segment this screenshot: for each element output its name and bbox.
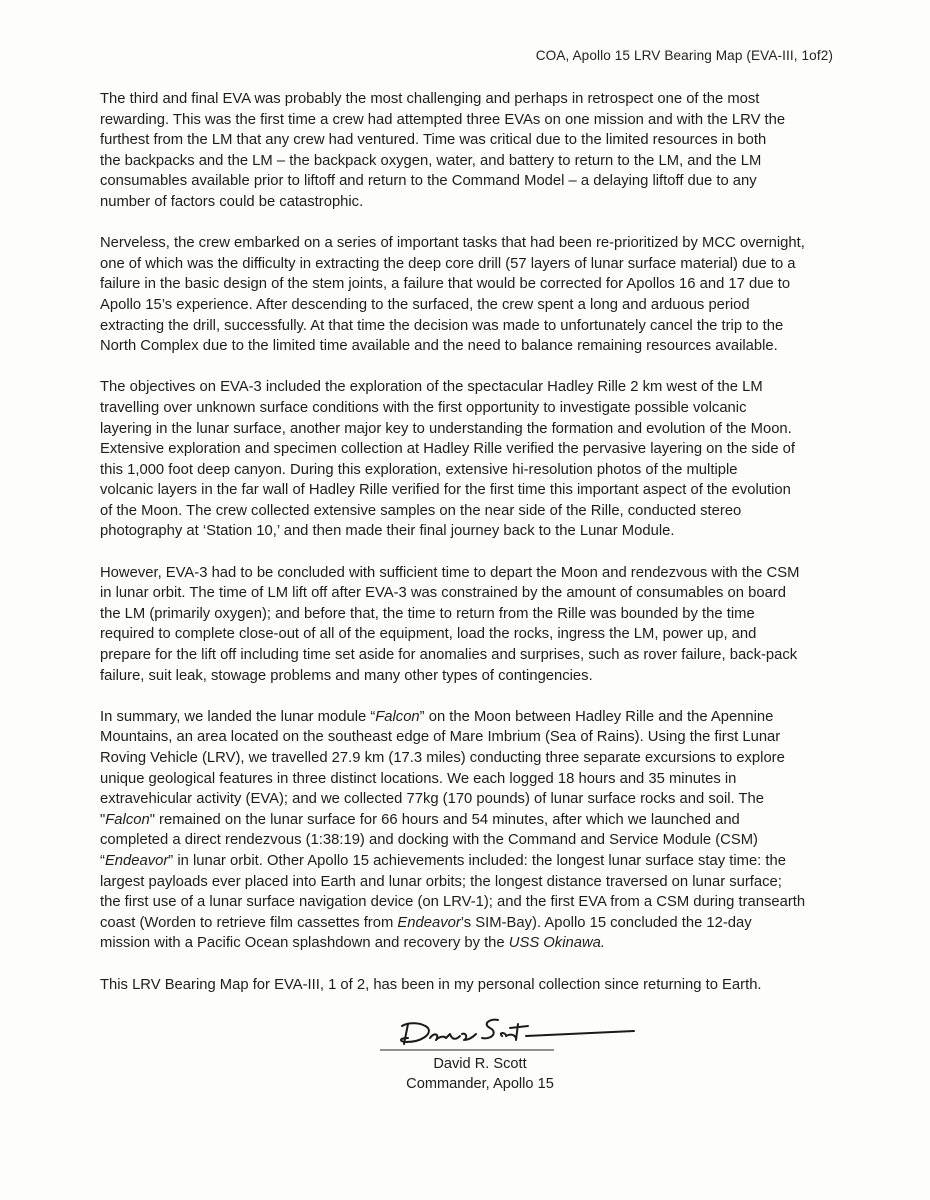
paragraph-hadley-rille: [100, 377, 840, 542]
text-line: largest payloads ever placed into Earth and lunar orbits; the longest distance traversed on lunar surface;: [100, 873, 782, 890]
paragraph-summary: [100, 707, 840, 954]
text-line: mission with a Pacific Ocean splashdown and recovery by the USS Okinawa.: [100, 935, 605, 952]
text-line: volcanic layers in the far wall of Hadley Rille verified for the first time this important aspect of the evolution: [100, 482, 791, 499]
text-line: of the Moon. The crew collected extensive samples on the near side of the Rille, conducted stereo: [100, 502, 742, 519]
text-line: “Endeavor” in lunar orbit. Other Apollo 15 achievements included: the longest lunar surface stay time: the: [100, 852, 786, 869]
text-line: Mountains, an area located on the southeast edge of Mare Imbrium (Sea of Rains). Using the first Lunar: [100, 729, 781, 746]
text-line: number of factors could be catastrophic.: [100, 193, 364, 210]
text-line: prepare for the lift off including time set aside for anomalies and surprises, such as rover failure, back-pack: [100, 647, 798, 664]
text-line: the LM (primarily oxygen); and before that, the time to return from the Rille was bounded by the time: [100, 605, 755, 622]
text-line: extravehicular activity (EVA); and we collected 77kg (170 pounds) of lunar surface rocks and soil. The: [100, 791, 765, 808]
text-line: completed a direct rendezvous (1:38:19) and docking with the Command and Service Module (CSM): [100, 832, 758, 849]
text-line: coast (Worden to retrieve film cassettes from Endeavor’s SIM-Bay). Apollo 15 concluded the 12-day: [100, 914, 752, 931]
handwritten-signature: [378, 1010, 638, 1054]
text-line: travelling over unknown surface conditions with the first opportunity to investigate possible volcanic: [100, 399, 747, 416]
signatory-name: David R. Scott: [433, 1056, 527, 1072]
text-line: the backpacks and the LM – the backpack oxygen, water, and battery to return to the LM, and the LM: [100, 152, 762, 169]
text-line: The third and final EVA was probably the most challenging and perhaps in retrospect one of the most: [100, 91, 760, 107]
text-line: one of which was the difficulty in extracting the deep core drill (57 layers of lunar surface material) due to a: [100, 255, 796, 272]
text-line: rewarding. This was the first time a crew had attempted three EVAs on one mission and with the LRV the: [100, 111, 786, 128]
paragraph-third-eva: [100, 89, 840, 213]
paragraph-lift-off: [100, 563, 840, 687]
text-line: in lunar orbit. The time of LM lift off after EVA-3 was constrained by the amount of consumables on board: [100, 585, 786, 602]
text-line: Nerveless, the crew embarked on a series of important tasks that had been re-prioritized by MCC overnight,: [100, 235, 805, 252]
text-line: layering in the lunar surface, another major key to understanding the formation and evolution of the Moon.: [100, 420, 792, 437]
text-line: unique geological features in three distinct locations. We each logged 18 hours and 35 minutes in: [100, 770, 737, 787]
paragraph-core-drill: [100, 233, 840, 357]
text-line: required to complete close-out of all of the equipment, load the rocks, ingress the LM, power up, and: [100, 626, 757, 643]
text-line: this 1,000 foot deep canyon. During this exploration, extensive hi-resolution photos of the multiple: [100, 461, 738, 478]
text-line: This LRV Bearing Map for EVA-III, 1 of 2, has been in my personal collection since returning to Earth.: [100, 976, 762, 993]
text-line: the first use of a lunar surface navigation device (on LRV-1); and the first EVA from a CSM during transearth: [100, 894, 806, 911]
text-line: In summary, we landed the lunar module “Falcon” on the Moon between Hadley Rille and the Apennine: [100, 708, 774, 725]
text-line: "Falcon" remained on the lunar surface for 66 hours and 54 minutes, after which we launched and: [100, 811, 740, 828]
paragraph-collection: [100, 975, 840, 996]
signatory-title: Commander, Apollo 15: [406, 1076, 554, 1092]
text-line: furthest from the LM that any crew had ventured. Time was critical due to the limited resources in both: [100, 132, 767, 149]
text-line: consumables available prior to liftoff and return to the Command Model – a delaying liftoff due to any: [100, 173, 757, 190]
text-line: photography at ‘Station 10,’ and then made their final journey back to the Lunar Module.: [100, 523, 675, 540]
text-line: Roving Vehicle (LRV), we travelled 27.9 km (17.3 miles) conducting three separate excursions to explore: [100, 750, 785, 766]
signature-block: [378, 1010, 638, 1110]
document-header: COA, Apollo 15 LRV Bearing Map (EVA-III, 1of2): [535, 48, 833, 63]
text-line: North Complex due to the limited time available and the need to balance remaining resources available.: [100, 338, 778, 355]
document-body: [100, 89, 840, 1016]
text-line: Apollo 15’s experience. After descending to the surfaced, the crew spent a long and arduous period: [100, 296, 750, 313]
text-line: Extensive exploration and specimen collection at Hadley Rille verified the pervasive layering on the side of: [100, 441, 796, 458]
text-line: failure in the basic design of the stem joints, a failure that would be corrected for Apollos 16 and 17 due to: [100, 276, 791, 293]
text-line: failure, suit leak, stowage problems and many other types of contingencies.: [100, 667, 593, 684]
text-line: However, EVA-3 had to be concluded with sufficient time to depart the Moon and rendezvous with the CSM: [100, 564, 800, 581]
text-line: The objectives on EVA-3 included the exploration of the spectacular Hadley Rille 2 km west of the LM: [100, 379, 763, 396]
text-line: extracting the drill, successfully. At that time the decision was made to unfortunately cancel the trip to the: [100, 317, 784, 334]
